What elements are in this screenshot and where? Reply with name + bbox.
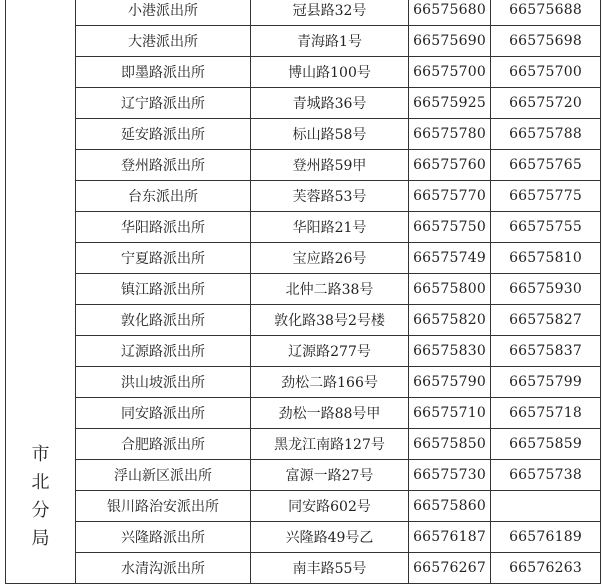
phone-cell: 66575850	[409, 429, 491, 460]
alt-phone-cell: 66575765	[491, 150, 601, 181]
table-row	[6, 88, 601, 119]
station-name-cell: 合肥路派出所	[76, 429, 251, 460]
station-name-cell: 兴隆路派出所	[76, 522, 251, 553]
address-cell: 劲松一路88号甲	[251, 398, 409, 429]
phone-cell: 66575860	[409, 491, 491, 522]
address-cell: 华阳路21号	[251, 212, 409, 243]
phone-cell: 66575750	[409, 212, 491, 243]
phone-cell: 66576267	[409, 553, 491, 584]
district-label: 市北分局	[31, 444, 50, 549]
station-name-cell: 华阳路派出所	[76, 212, 251, 243]
phone-cell: 66575780	[409, 119, 491, 150]
alt-phone-cell: 66575837	[491, 336, 601, 367]
address-cell: 兴隆路49号乙	[251, 522, 409, 553]
table-row	[6, 57, 601, 88]
table-row	[6, 336, 601, 367]
address-cell: 黑龙江南路127号	[251, 429, 409, 460]
station-name-cell: 镇江路派出所	[76, 274, 251, 305]
alt-phone-cell: 66575827	[491, 305, 601, 336]
table-row	[6, 429, 601, 460]
address-cell: 青城路36号	[251, 88, 409, 119]
address-cell: 富源一路27号	[251, 460, 409, 491]
station-name-cell: 小港派出所	[76, 0, 251, 26]
alt-phone-cell: 66575718	[491, 398, 601, 429]
phone-cell: 66576187	[409, 522, 491, 553]
address-cell: 劲松二路166号	[251, 367, 409, 398]
alt-phone-cell: 66576263	[491, 553, 601, 584]
phone-cell: 66575760	[409, 150, 491, 181]
address-cell: 青海路1号	[251, 26, 409, 57]
address-cell: 冠县路32号	[251, 0, 409, 26]
table-row	[6, 460, 601, 491]
phone-cell: 66575690	[409, 26, 491, 57]
address-cell: 南丰路55号	[251, 553, 409, 584]
phone-cell: 66575925	[409, 88, 491, 119]
alt-phone-cell: 66575738	[491, 460, 601, 491]
address-cell: 标山路58号	[251, 119, 409, 150]
station-name-cell: 台东派出所	[76, 181, 251, 212]
alt-phone-cell: 66575859	[491, 429, 601, 460]
table-row	[6, 522, 601, 553]
station-name-cell: 登州路派出所	[76, 150, 251, 181]
station-name-cell: 延安路派出所	[76, 119, 251, 150]
table-row	[6, 398, 601, 429]
station-name-cell: 大港派出所	[76, 26, 251, 57]
table-row	[6, 150, 601, 181]
table-row	[6, 491, 601, 522]
table-row	[6, 0, 601, 26]
station-name-cell: 辽源路派出所	[76, 336, 251, 367]
alt-phone-cell: 66575930	[491, 274, 601, 305]
phone-cell: 66575730	[409, 460, 491, 491]
address-cell: 北仲二路38号	[251, 274, 409, 305]
table-row	[6, 243, 601, 274]
phone-cell: 66575830	[409, 336, 491, 367]
station-name-cell: 水清沟派出所	[76, 553, 251, 584]
phone-cell: 66575790	[409, 367, 491, 398]
alt-phone-cell: 66575755	[491, 212, 601, 243]
phone-cell: 66575820	[409, 305, 491, 336]
address-cell: 芙蓉路53号	[251, 181, 409, 212]
station-name-cell: 浮山新区派出所	[76, 460, 251, 491]
phone-cell: 66575770	[409, 181, 491, 212]
alt-phone-cell	[491, 491, 601, 522]
table-row	[6, 367, 601, 398]
station-name-cell: 同安路派出所	[76, 398, 251, 429]
police-station-table	[5, 0, 601, 584]
address-cell: 博山路100号	[251, 57, 409, 88]
table-row	[6, 274, 601, 305]
table-row	[6, 553, 601, 584]
alt-phone-cell: 66575799	[491, 367, 601, 398]
phone-cell: 66575749	[409, 243, 491, 274]
alt-phone-cell: 66575700	[491, 57, 601, 88]
phone-cell: 66575680	[409, 0, 491, 26]
station-name-cell: 洪山坡派出所	[76, 367, 251, 398]
address-cell: 登州路59甲	[251, 150, 409, 181]
table-row	[6, 212, 601, 243]
address-cell: 辽源路277号	[251, 336, 409, 367]
station-name-cell: 银川路治安派出所	[76, 491, 251, 522]
alt-phone-cell: 66575810	[491, 243, 601, 274]
phone-cell: 66575710	[409, 398, 491, 429]
station-name-cell: 宁夏路派出所	[76, 243, 251, 274]
station-name-cell: 即墨路派出所	[76, 57, 251, 88]
alt-phone-cell: 66575775	[491, 181, 601, 212]
alt-phone-cell: 66575720	[491, 88, 601, 119]
table-row	[6, 305, 601, 336]
table-row	[6, 26, 601, 57]
address-cell: 宝应路26号	[251, 243, 409, 274]
address-cell: 敦化路38号2号楼	[251, 305, 409, 336]
table-row	[6, 119, 601, 150]
station-name-cell: 辽宁路派出所	[76, 88, 251, 119]
alt-phone-cell: 66575688	[491, 0, 601, 26]
alt-phone-cell: 66575788	[491, 119, 601, 150]
phone-cell: 66575700	[409, 57, 491, 88]
table-row	[6, 181, 601, 212]
alt-phone-cell: 66576189	[491, 522, 601, 553]
district-cell	[6, 0, 76, 584]
table-body	[6, 0, 601, 584]
station-name-cell: 敦化路派出所	[76, 305, 251, 336]
address-cell: 同安路602号	[251, 491, 409, 522]
phone-cell: 66575800	[409, 274, 491, 305]
alt-phone-cell: 66575698	[491, 26, 601, 57]
